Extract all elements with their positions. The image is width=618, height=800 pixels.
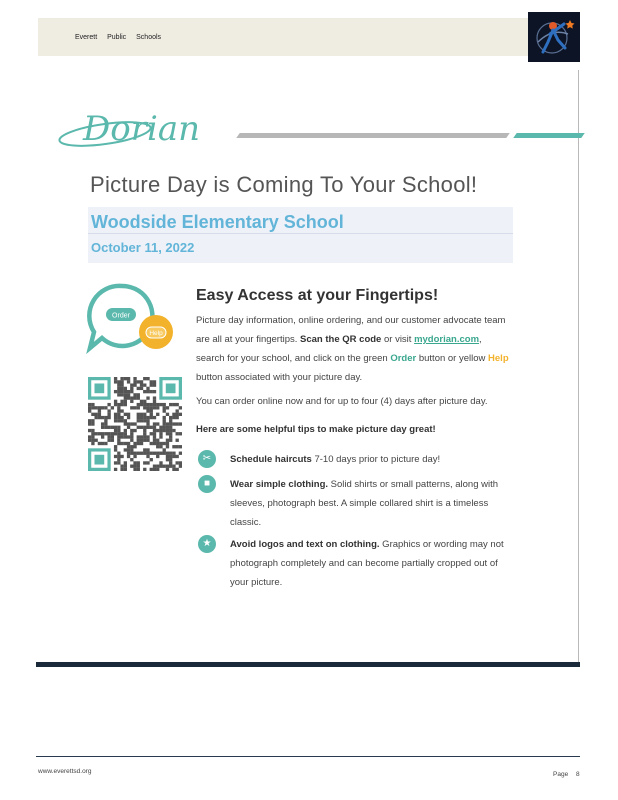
bottom-bar <box>36 662 580 667</box>
order-window-text: You can order online now and for up to four (4) days after picture day. <box>196 396 488 407</box>
footer-rule <box>36 756 580 757</box>
haircut-icon: ✂ <box>198 450 216 468</box>
district-emblem-icon <box>528 12 580 62</box>
logo-tag-icon: ★ <box>198 535 216 553</box>
footer-url: www.everettsd.org <box>38 768 92 775</box>
decorative-gray-bar <box>236 133 510 138</box>
mydorian-link[interactable]: mydorian.com <box>414 334 480 345</box>
access-paragraph: Picture day information, online ordering, and our customer advocate team are all at your fingertips. Scan the QR code or visit mydorian.com, search for your school, and click on the green Order button or yellow Help button associated with your picture day. <box>196 315 509 383</box>
page-border-right <box>578 70 579 666</box>
district-logo <box>528 12 580 62</box>
help-bubble-label: Help <box>149 330 163 337</box>
tip-logos: Avoid logos and text on clothing. Graphics or wording may not photograph completely and can become partially cropped out of your picture. <box>230 539 504 588</box>
qr-code[interactable] <box>88 377 182 471</box>
shirt-icon: ■ <box>198 475 216 493</box>
page-number: Page 8 <box>553 771 580 778</box>
decorative-teal-bar <box>513 133 585 138</box>
tip-clothing: Wear simple clothing. Solid shirts or small patterns, along with sleeves, photograph best. A simple collared shirt is a timeless classic. <box>230 479 499 528</box>
section-title: Easy Access at your Fingertips! <box>196 287 439 304</box>
dorian-logo <box>55 104 235 150</box>
order-bubble-label: Order <box>112 312 130 320</box>
picture-day-date: October 11, 2022 <box>91 240 195 255</box>
school-name: Woodside Elementary School <box>91 212 344 232</box>
order-help-bubbles <box>86 282 176 360</box>
tips-heading: Here are some helpful tips to make picture day great! <box>196 424 436 435</box>
tip-haircuts: Schedule haircuts 7-10 days prior to picture day! <box>230 454 441 465</box>
page-title: Picture Day is Coming To Your School! <box>90 172 478 197</box>
dorian-logo-text: Dorian <box>83 109 201 149</box>
header-district-name: Everett Public Schools <box>75 34 162 41</box>
